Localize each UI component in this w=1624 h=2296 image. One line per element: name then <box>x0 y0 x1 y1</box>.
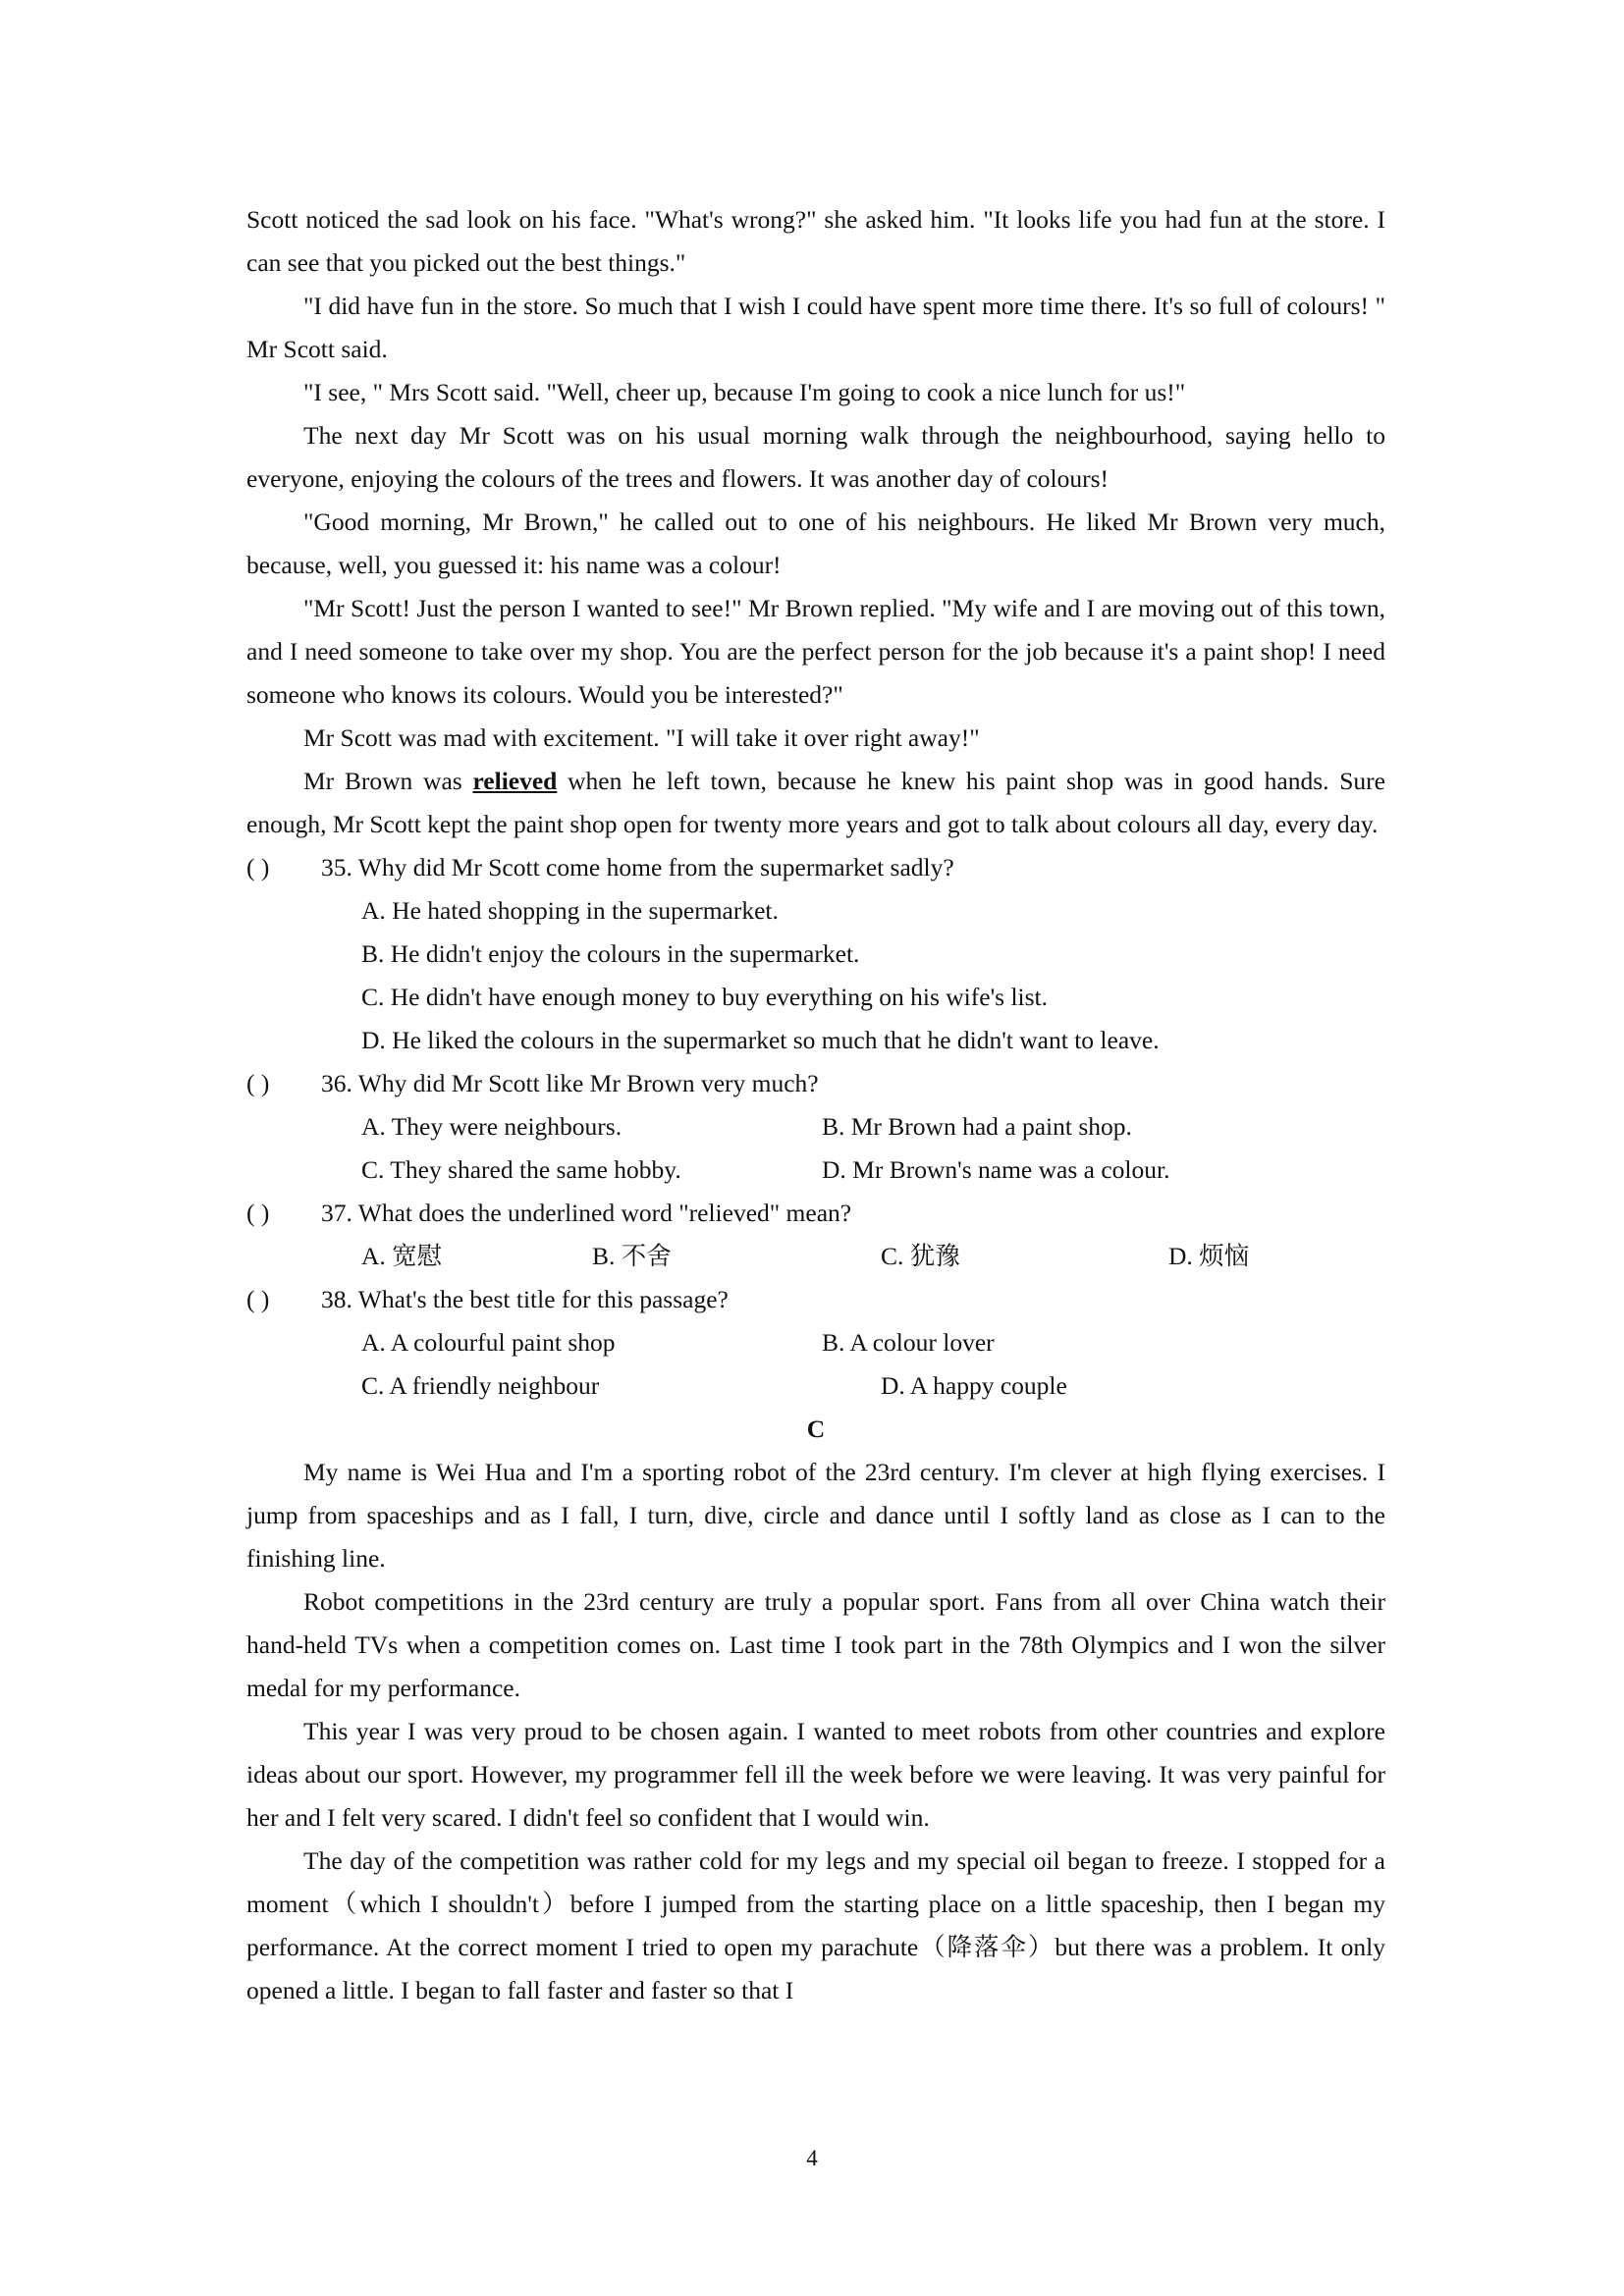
passage-paragraph: The day of the competition was rather cold for my legs and my special oil began to freeze. I stopped for a moment（which I shouldn't）before I jumped from the starting place on a little spaceship, then I began my performance. At the correct moment I tried to open my parachute（降落伞）but there was a problem. It only opened a little. I began to fall faster and faster so that I <box>246 1846 1385 2004</box>
option-c: C. He didn't have enough money to buy everything on his wife's list. <box>361 983 1049 1011</box>
text-run: Mr Brown was <box>303 767 473 795</box>
question-37 <box>246 1192 1385 1235</box>
passage-paragraph <box>246 760 1385 846</box>
passage-paragraph: The next day Mr Scott was on his usual morning walk through the neighbourhood, saying hello to everyone, enjoying the colours of the trees and flowers. It was another day of colours! <box>246 421 1385 493</box>
answer-blank[interactable]: ( ) <box>246 853 270 881</box>
passage-paragraph: "I did have fun in the store. So much that I wish I could have spent more time there. It's so full of colours! " Mr Scott said. <box>246 292 1385 363</box>
option-row <box>246 1235 1385 1278</box>
option-d: D. A happy couple <box>881 1371 1067 1400</box>
option-c: C. They shared the same hobby. <box>361 1155 681 1184</box>
question-stem: 35. Why did Mr Scott come home from the supermarket sadly? <box>321 853 954 881</box>
passage-paragraph: This year I was very proud to be chosen again. I wanted to meet robots from other countries and explore ideas about our sport. However, my programmer fell ill the week before we were leaving. It was very painful for her and I felt very scared. I didn't feel so confident that I would win. <box>246 1717 1385 1832</box>
option-a: A. 宽慰 <box>361 1242 443 1270</box>
exam-page <box>246 198 1385 2012</box>
option-b: B. A colour lover <box>822 1328 995 1357</box>
option-b: B. He didn't enjoy the colours in the supermarket. <box>361 939 860 968</box>
answer-blank[interactable]: ( ) <box>246 1069 270 1097</box>
passage-paragraph: "Mr Scott! Just the person I wanted to see!" Mr Brown replied. "My wife and I are moving out of this town, and I need someone to take over my shop. You are the perfect person for the job because it's a paint shop! I need someone who knows its colours. Would you be interested?" <box>246 594 1385 709</box>
option-b: B. 不舍 <box>592 1242 672 1270</box>
underlined-word: relieved <box>472 767 558 795</box>
option-d: D. He liked the colours in the supermarket so much that he didn't want to leave. <box>361 1026 1160 1054</box>
option-row <box>246 1105 1385 1148</box>
option-c: C. A friendly neighbour <box>361 1371 600 1400</box>
answer-blank[interactable]: ( ) <box>246 1285 270 1313</box>
text-run: when he left town, because he knew his paint shop was in good hands. Sure enough, Mr Scott kept the paint shop open for twenty more years and got to talk about colours all day, every day. <box>246 767 1385 838</box>
option-row <box>246 1364 1385 1408</box>
question-stem: 37. What does the underlined word "relieved" mean? <box>321 1199 852 1227</box>
option-row <box>246 976 1385 1019</box>
option-row <box>246 1148 1385 1192</box>
question-stem: 36. Why did Mr Scott like Mr Brown very much? <box>321 1069 819 1097</box>
option-row <box>246 889 1385 933</box>
option-row <box>246 1321 1385 1364</box>
passage-paragraph: "I see, " Mrs Scott said. "Well, cheer up, because I'm going to cook a nice lunch for us!" <box>303 378 1186 406</box>
question-38 <box>246 1278 1385 1321</box>
passage-paragraph: "Good morning, Mr Brown," he called out to one of his neighbours. He liked Mr Brown very much, because, well, you guessed it: his name was a colour! <box>246 507 1385 579</box>
passage-paragraph: My name is Wei Hua and I'm a sporting robot of the 23rd century. I'm clever at high flying exercises. I jump from spaceships and as I fall, I turn, dive, circle and dance until I softly land as close as I can to the finishing line. <box>246 1458 1385 1573</box>
option-a: A. They were neighbours. <box>361 1112 623 1141</box>
option-row <box>246 1019 1385 1062</box>
option-d: D. Mr Brown's name was a colour. <box>822 1155 1170 1184</box>
page-number: 4 <box>806 2146 818 2170</box>
option-a: A. A colourful paint shop <box>361 1328 616 1357</box>
option-d: D. 烦恼 <box>1168 1242 1250 1270</box>
option-row <box>246 933 1385 976</box>
option-a: A. He hated shopping in the supermarket. <box>361 896 779 925</box>
answer-blank[interactable]: ( ) <box>246 1199 270 1227</box>
passage-paragraph: Scott noticed the sad look on his face. "What's wrong?" she asked him. "It looks life you had fun at the store. I can see that you picked out the best things." <box>246 205 1385 277</box>
passage-paragraph: Robot competitions in the 23rd century are truly a popular sport. Fans from all over China watch their hand-held TVs when a competition comes on. Last time I took part in the 78th Olympics and I won the silver medal for my performance. <box>246 1587 1385 1702</box>
question-36 <box>246 1062 1385 1105</box>
question-stem: 38. What's the best title for this passage? <box>321 1285 729 1313</box>
question-35 <box>246 846 1385 889</box>
passage-paragraph: Mr Scott was mad with excitement. "I will take it over right away!" <box>303 723 980 752</box>
section-heading: C <box>806 1415 826 1443</box>
option-c: C. 犹豫 <box>881 1242 960 1270</box>
option-b: B. Mr Brown had a paint shop. <box>822 1112 1132 1141</box>
